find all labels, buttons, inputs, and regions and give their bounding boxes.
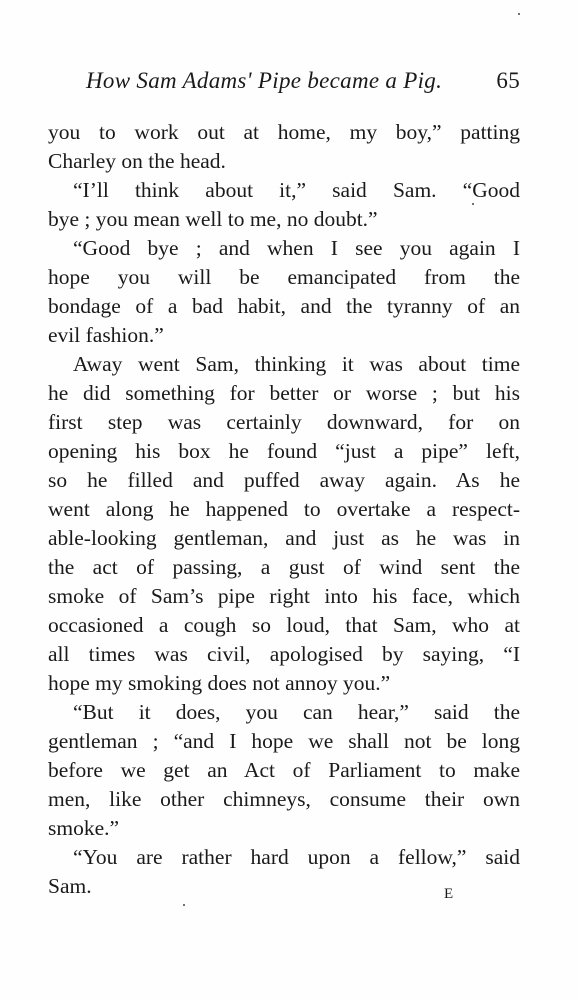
text-line: bye ; you mean well to me, no doubt.”	[48, 207, 378, 231]
text-line: went along he happened to overtake a respect-	[48, 497, 520, 521]
text-line: first step was certainly downward, for on	[48, 410, 520, 434]
running-title: How Sam Adams' Pipe became a Pig.	[86, 68, 443, 93]
text-line: smoke of Sam’s pipe right into his face, which	[48, 584, 520, 608]
text-line: evil fashion.”	[48, 323, 164, 347]
text-line: able-looking gentleman, and just as he was in	[48, 526, 520, 550]
signature-mark: E	[444, 886, 455, 902]
text-line: he did something for better or worse ; but his	[48, 381, 520, 405]
text-line: Charley on the head.	[48, 149, 226, 173]
text-line: smoke.”	[48, 816, 120, 840]
text-line: gentleman ; “and I hope we shall not be long	[48, 729, 520, 753]
page-header	[48, 64, 520, 98]
text-line: all times was civil, apologised by saying, “I	[48, 642, 520, 666]
text-line: “I’ll think about it,” said Sam. “Good	[73, 178, 520, 202]
print-speck	[518, 13, 520, 15]
text-line: Away went Sam, thinking it was about time	[73, 352, 520, 376]
text-line: occasioned a cough so loud, that Sam, who at	[48, 613, 520, 637]
text-line: opening his box he found “just a pipe” left,	[48, 439, 520, 463]
text-line: “You are rather hard upon a fellow,” said	[73, 845, 520, 869]
text-line: you to work out at home, my boy,” patting	[48, 120, 520, 144]
text-line: bondage of a bad habit, and the tyranny of an	[48, 294, 520, 318]
text-line: “Good bye ; and when I see you again I	[73, 236, 520, 260]
text-line: before we get an Act of Parliament to make	[48, 758, 520, 782]
text-line: “But it does, you can hear,” said the	[73, 700, 520, 724]
text-line: Sam.	[48, 874, 92, 898]
text-line: the act of passing, a gust of wind sent the	[48, 555, 520, 579]
page-number: 65	[496, 68, 520, 93]
text-line: men, like other chimneys, consume their own	[48, 787, 520, 811]
print-speck	[472, 203, 474, 205]
text-line: hope my smoking does not annoy you.”	[48, 671, 391, 695]
text-line: so he filled and puffed away again. As he	[48, 468, 520, 492]
text-line: hope you will be emancipated from the	[48, 265, 520, 289]
print-speck	[183, 904, 185, 906]
